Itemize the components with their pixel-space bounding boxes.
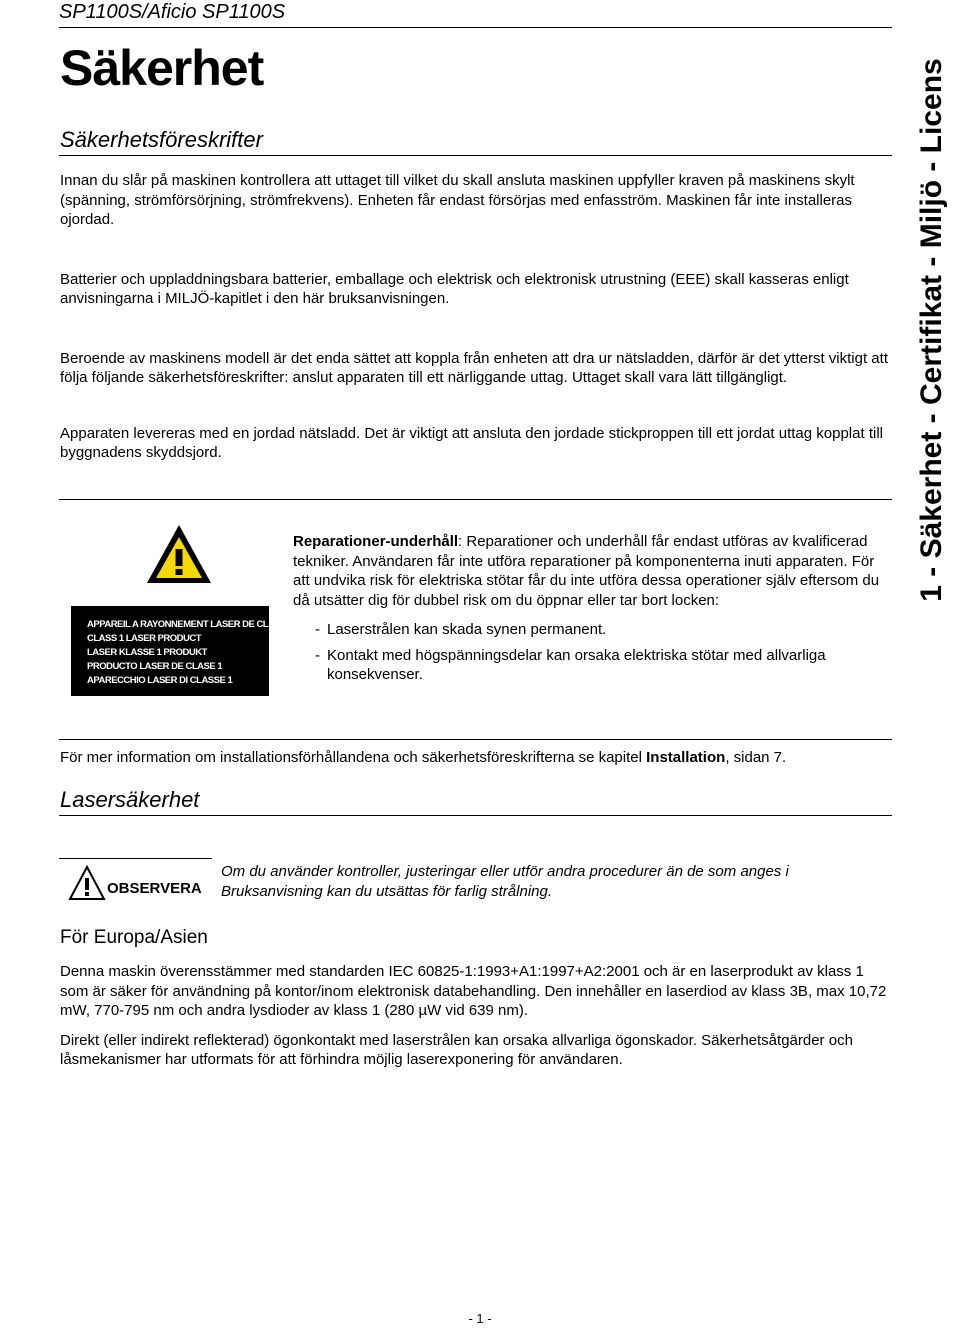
page-title: Säkerhet [60, 40, 264, 96]
observera-rule [59, 858, 212, 859]
list-item: - Kontakt med högspänningsdelar kan orsaka elektriska stötar med allvarliga konsekvenser. [315, 646, 826, 683]
section-heading-safety: Säkerhetsföreskrifter [60, 127, 263, 152]
laser-label-line: APARECCHIO LASER DI CLASSE 1 [87, 675, 233, 686]
observera-text: Om du använder kontroller, justeringar eller utför andra procedurer än de som anges i Bruksanvisning kan du utsättas för farlig strålning. [221, 863, 789, 900]
laser-warning-triangle-icon [144, 522, 214, 586]
more-info-text: För mer information om installationsförhållandena och säkerhetsföreskrifterna se kapitel [60, 749, 647, 766]
safety-paragraph: Batterier och uppladdningsbara batterier, emballage och elektrisk och elektronisk utrustning (EEE) skall kasseras enligt anvisningarna i MILJÖ-kapitlet i den här bruksanvisningen. [60, 270, 849, 307]
warning-icon [68, 865, 106, 901]
europe-paragraph: Denna maskin överensstämmer med standarden IEC 60825-1:1993+A1:1997+A2:2001 och är en laserprodukt av klass 1 som är säker för användning på kontor/inom elektronisk databehandling. Den innehåller en laserdiod av klass 3B, max 10,72 mW, 770-795 nm och andra lysdioder av klass 1 (280 µW vid 639 nm). [60, 963, 887, 1019]
repair-paragraph [293, 532, 893, 610]
repair-warning-list [293, 620, 893, 685]
repair-maintenance-block [293, 532, 893, 691]
europe-asia-heading: För Europa/Asien [60, 927, 208, 948]
page-number: - 1 - [468, 1311, 492, 1326]
safety-paragraph: Innan du slår på maskinen kontrollera att uttaget till vilket du skall ansluta maskinen uppfyller kraven på maskinens skylt (spänning, strömförsörjning, strömfrekvens). Enheten får endast försörjas med enfasström. Maskinen får inte installeras ojordad. [60, 172, 855, 228]
laser-label-line: LASER KLASSE 1 PRODUKT [87, 647, 207, 658]
safety-paragraph: Beroende av maskinens modell är det enda sättet att koppla från enheten att dra ur nätsladden, därför är det ytterst viktigt att följa följande säkerhetsföreskrifter: anslut apparaten till ett närliggande uttag. Uttaget skall vara lätt tillgängligt. [60, 349, 888, 386]
repair-text: : Reparationer och underhåll får endast utföras av kvalificerad tekniker. Användaren får inte utföra reparationer på komponenterna inuti apparaten. För att undvika risk för elektriska stötar får du inte utföra dessa operationer själv eftersom du då utsätter dig för dubbel risk om du öppnar eller tar bort locken: [293, 533, 880, 609]
laser-heading-rule [59, 815, 892, 816]
section-divider [59, 499, 892, 500]
safety-paragraph: Apparaten levereras med en jordad nätsladd. Det är viktigt att ansluta den jordade stickproppen till ett jordat uttag kopplat till byggnadens skyddsjord. [60, 424, 883, 461]
list-item-text: Kontakt med högspänningsdelar kan orsaka elektriska stötar med allvarliga konsekvenser. [327, 646, 826, 683]
safety-heading-rule [59, 155, 892, 156]
more-info-paragraph [60, 748, 890, 768]
europe-paragraph-block [60, 962, 890, 1070]
laser-label-line: APPAREIL A RAYONNEMENT LASER DE CLASSE 1 [87, 619, 299, 630]
laser-label-line: CLASS 1 LASER PRODUCT [87, 633, 202, 644]
header-rule [59, 27, 892, 28]
document-header-title: SP1100S/Aficio SP1100S [59, 1, 286, 23]
repair-title: Reparationer-underhåll [293, 533, 459, 550]
europe-paragraph: Direkt (eller indirekt reflekterad) ögonkontakt med laserstrålen kan orsaka allvarliga ögonskador. Säkerhetsåtgärder och låsmekanismer har utformats för att förhindra möjlig laserexponering för användaren. [60, 1031, 853, 1068]
laser-label-line: PRODUCTO LASER DE CLASE 1 [87, 661, 223, 672]
section-heading-laser: Lasersäkerhet [60, 787, 200, 812]
section-divider [59, 739, 892, 740]
list-item: - Laserstrålen kan skada synen permanent. [315, 621, 607, 638]
laser-class-label [71, 606, 299, 696]
side-chapter-tab-label: 1 - Säkerhet - Certifikat - Miljö - Licens [915, 58, 948, 602]
safety-paragraph-block [60, 171, 890, 463]
more-info-page-ref: , sidan 7. [725, 749, 787, 766]
more-info-chapter-link: Installation [646, 749, 726, 766]
list-item-text: Laserstrålen kan skada synen permanent. [327, 621, 607, 638]
observera-label: OBSERVERA [107, 880, 202, 897]
